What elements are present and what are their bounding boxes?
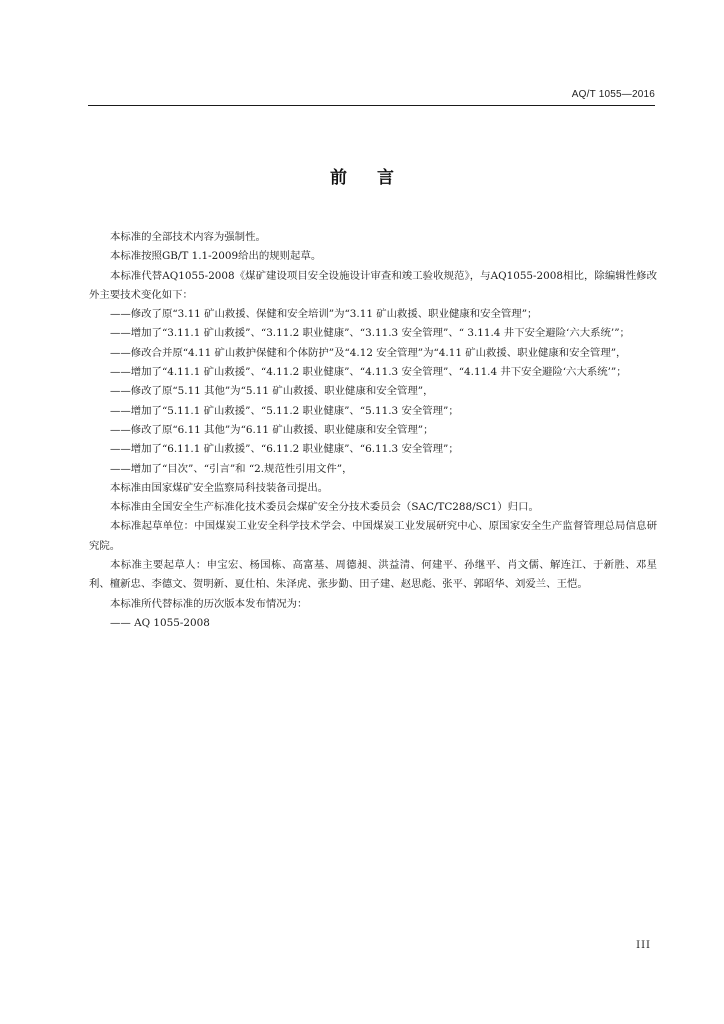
paragraph: 本标准按照GB/T 1.1-2009给出的规则起草。 [110,250,322,263]
change-item: ——增加了“5.11.1 矿山救援”、“5.11.2 职业健康”、“5.11.3 安全管理”； [110,404,459,417]
change-item: ——增加了“3.11.1 矿山救援”、“3.11.2 职业健康”、“3.11.3 安全管理”、“ 3.11.4 井下安全避险‘六大系统’”； [110,327,630,340]
foreword-body [89,228,657,633]
page-number: III [636,940,651,951]
change-item: ——增加了“目次”、“引言”和 “2.规范性引用文件”， [110,462,353,475]
standard-code: AQ/T 1055—2016 [571,89,655,100]
change-item: ——修改了原“3.11 矿山救援、保健和安全培训”为“3.11 矿山救援、职业健康和安全管理”； [110,308,538,321]
version-item: —— AQ 1055-2008 [110,616,210,629]
paragraph: 本标准的全部技术内容为强制性。 [110,231,266,243]
page-title: 前 言 [330,168,406,188]
paragraph: 本标准代替AQ1055-2008《煤矿建设项目安全设施设计审查和竣工验收规范》，与AQ1055-2008相比，除编辑性修改外主要技术变化如下： [89,269,657,301]
paragraph: 本标准所代替标准的历次版本发布情况为： [110,597,308,610]
paragraph: 本标准由国家煤矿安全监察局科技装备司提出。 [110,481,329,494]
change-item: ——修改合并原“4.11 矿山救护保健和个体防护”及“4.12 安全管理”为“4.11 矿山救援、职业健康和安全管理”， [110,346,627,359]
change-item: ——增加了“6.11.1 矿山救援”、“6.11.2 职业健康”、“6.11.3 安全管理”； [110,443,459,456]
paragraph: 本标准由全国安全生产标准化技术委员会煤矿安全分技术委员会（SAC/TC288/SC1）归口。 [110,501,539,514]
change-item: ——修改了原“5.11 其他”为“5.11 矿山救援、职业健康和安全管理”， [110,385,434,398]
header-rule [88,105,655,106]
paragraph: 本标准起草单位：中国煤炭工业安全科学技术学会、中国煤炭工业发展研究中心、原国家安全生产监督管理总局信息研究院。 [89,520,657,552]
change-item: ——增加了“4.11.1 矿山救援”、“4.11.2 职业健康”、“4.11.3 安全管理”、“4.11.4 井下安全避险‘六大系统’”； [110,366,627,379]
change-item: ——修改了原“6.11 其他”为“6.11 矿山救援、职业健康和安全管理”； [110,423,434,436]
paragraph: 本标准主要起草人：申宝宏、杨国栋、高富基、周德昶、洪益清、何建平、孙继平、肖文儒、解连江、于新胜、邓星利、檀新忠、李德文、贺明新、夏仕柏、朱泽虎、张步勤、田子建、赵思彪、张平、郭昭华、刘爱兰、王恺。 [89,559,657,591]
